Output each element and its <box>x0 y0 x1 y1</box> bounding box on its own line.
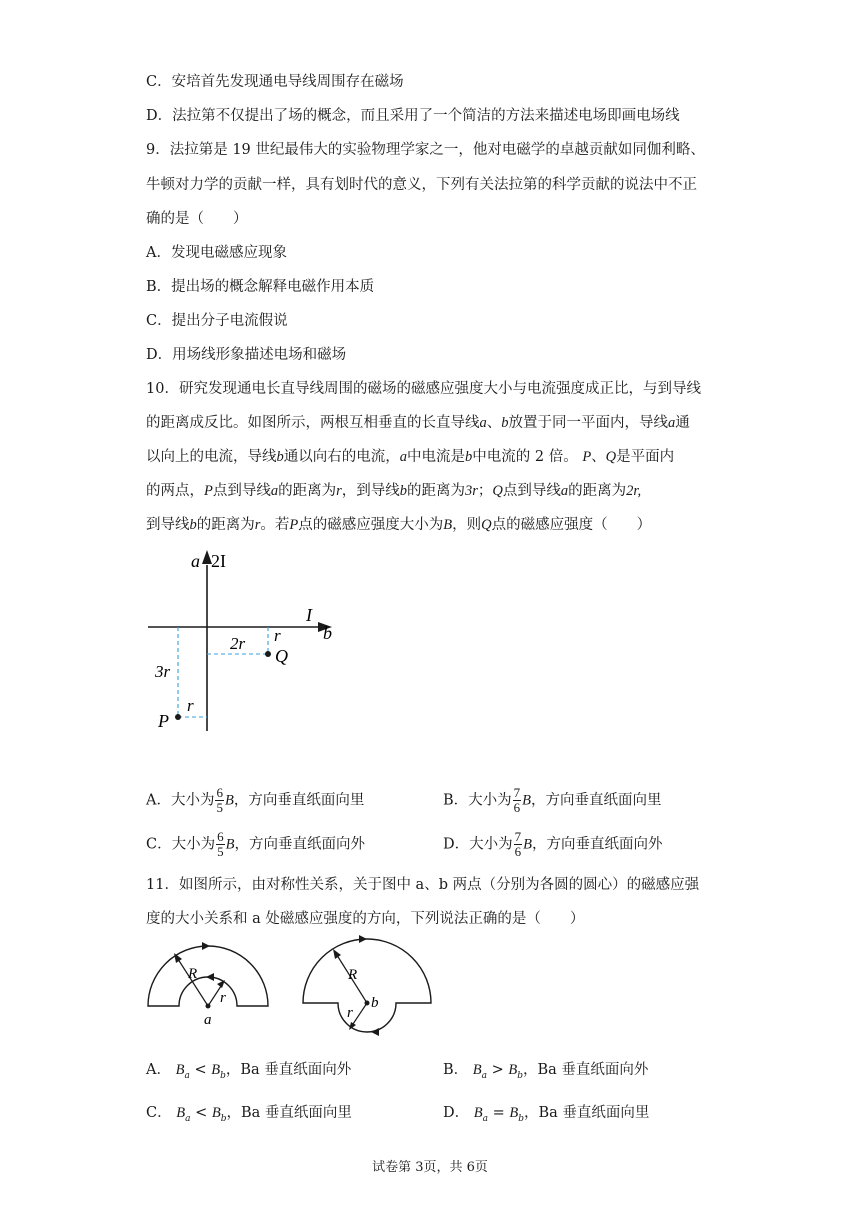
option-d-prev: D．法拉第不仅提出了场的概念，而且采用了一个简洁的方法来描述电场即画电场线 <box>146 108 680 124</box>
q10-stem-3: 以向上的电流，导线b通以向右的电流，a中电流是b中电流的 2 倍。 P、Q是平面内 <box>146 449 675 465</box>
q10-stem-4: 的两点，P点到导线a的距离为r，到导线b的距离为3r；Q点到导线a的距离为2r, <box>146 483 642 499</box>
q11-option-c: C． $B_a < B_b$，Ba 垂直纸面向里 <box>146 1105 352 1124</box>
figure-q10-wires <box>140 545 350 745</box>
label-q: Q <box>275 646 288 666</box>
label-r-b: r <box>347 1005 353 1021</box>
q10-option-d: D．大小为 $\frac{7}{6}$ B，方向垂直纸面向外 <box>443 829 663 859</box>
q9-option-d: D．用场线形象描述电场和磁场 <box>146 347 347 363</box>
label-r-q: r <box>274 626 281 645</box>
q10-option-a: A．大小为 $\frac{6}{5}$ B，方向垂直纸面向里 <box>146 785 365 815</box>
q10-option-c: C．大小为 $\frac{6}{5}$ B，方向垂直纸面向外 <box>146 829 365 859</box>
q11-option-b: B． $B_a > B_b$，Ba 垂直纸面向外 <box>443 1062 649 1081</box>
q9-stem-3: 确的是（ ） <box>146 211 248 227</box>
q11-option-a: A． $B_a < B_b$，Ba 垂直纸面向外 <box>146 1062 352 1081</box>
q9-stem-1: 9．法拉第是 19 世纪最伟大的实验物理学家之一，他对电磁学的卓越贡献如同伽利略、 <box>146 142 705 158</box>
label-2r: 2r <box>230 634 246 653</box>
q10-option-b: B．大小为 $\frac{7}{6}$ B，方向垂直纸面向里 <box>443 785 662 815</box>
label-3r: 3r <box>155 662 171 681</box>
label-p: P <box>158 711 169 731</box>
label-r-a: r <box>220 990 226 1006</box>
label-2i: 2I <box>211 551 226 571</box>
q10-stem-2: 的距离成反比。如图所示，两根互相垂直的长直导线a、b放置于同一平面内，导线a通 <box>146 415 690 431</box>
q11-stem-2: 度的大小关系和 a 处磁感应强度的方向，下列说法正确的是（ ） <box>146 911 585 927</box>
figure-q11-loop-b <box>295 935 445 1045</box>
label-i: I <box>306 605 312 625</box>
page-footer: 试卷第 3页，共 6页 <box>372 1160 488 1175</box>
label-point-b: b <box>371 995 379 1011</box>
label-a: a <box>191 551 200 571</box>
label-R-a: R <box>188 966 198 982</box>
q11-stem-1: 11．如图所示，由对称性关系，关于图中 a、b 两点（分别为各圆的圆心）的磁感应强 <box>146 877 700 893</box>
q10-stem-5: 到导线b的距离为r。若P点的磁感应强度大小为B，则Q点的磁感应强度（ ） <box>146 517 652 533</box>
q10-stem-1: 10．研究发现通电长直导线周围的磁场的磁感应强度大小与电流强度成正比，与到导线 <box>146 381 701 397</box>
figure-q11-loop-a <box>140 938 280 1028</box>
label-b: b <box>323 623 332 643</box>
q11-option-d: D． $B_a = B_b$，Ba 垂直纸面向里 <box>443 1105 650 1124</box>
label-point-a: a <box>204 1012 212 1028</box>
q9-option-c: C．提出分子电流假说 <box>146 313 288 329</box>
label-R-b: R <box>348 967 358 983</box>
q9-option-a: A．发现电磁感应现象 <box>146 245 287 261</box>
q9-option-b: B．提出场的概念解释电磁作用本质 <box>146 279 375 295</box>
option-c-prev: C．安培首先发现通电导线周围存在磁场 <box>146 74 404 90</box>
q9-stem-2: 牛顿对力学的贡献一样，具有划时代的意义，下列有关法拉第的科学贡献的说法中不正 <box>146 177 697 193</box>
label-r-p: r <box>187 696 194 715</box>
